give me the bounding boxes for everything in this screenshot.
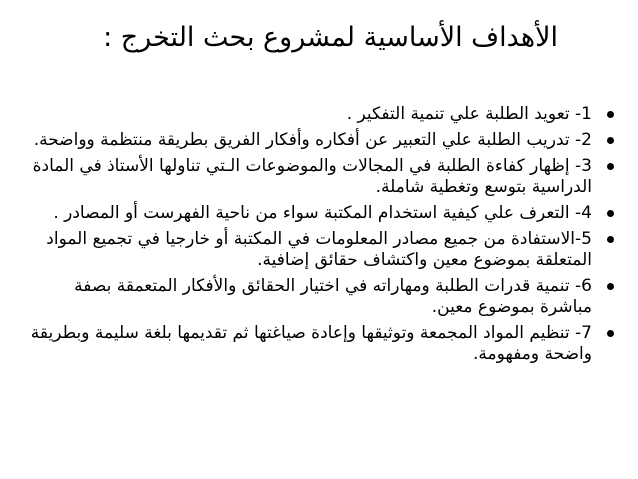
bullet-icon xyxy=(607,137,614,144)
list-item-text: 1- تعويد الطلبة علي تنمية التفكير . xyxy=(346,104,592,124)
list-item-text: 3- إظهار كفاءة الطلبة في المجالات والموضوعات الـتي تناولها الأستاذ في المادة الدراسية بتوسع وتغطية شاملة. xyxy=(32,156,592,197)
list-item xyxy=(24,229,618,271)
list-item xyxy=(24,130,618,151)
list-item xyxy=(24,323,618,365)
list-item-text: 2- تدريب الطلبة علي التعبير عن أفكاره وأفكار الفريق بطريقة منتظمة وواضحة. xyxy=(33,130,592,150)
bullet-icon xyxy=(607,111,614,118)
list-item xyxy=(24,203,618,224)
bullet-icon xyxy=(607,330,614,337)
list-item xyxy=(24,156,618,198)
bullet-icon xyxy=(607,163,614,170)
list-item xyxy=(24,104,618,125)
objectives-list xyxy=(24,104,618,370)
bullet-icon xyxy=(607,210,614,217)
bullet-icon xyxy=(607,236,614,243)
list-item-text: 5-الاستفادة من جميع مصادر المعلومات في المكتبة أو خارجيا في تجميع المواد المتعلقة بموضوع معين واكتشاف حقائق إضافية. xyxy=(46,229,592,270)
list-item-text: 7- تنظيم المواد المجمعة وتوثيقها وإعادة صياغتها ثم تقديمها بلغة سليمة وبطريقة واضحة ومفهومة. xyxy=(30,323,592,364)
list-item xyxy=(24,276,618,318)
bullet-icon xyxy=(607,283,614,290)
list-item-text: 6- تنمية قدرات الطلبة ومهاراته في اختيار الحقائق والأفكار المتعمقة بصفة مباشرة بموضوع معين. xyxy=(74,276,592,317)
slide-title: الأهداف الأساسية لمشروع بحث التخرج : xyxy=(103,22,558,53)
list-item-text: 4- التعرف علي كيفية استخدام المكتبة سواء من ناحية الفهرست أو المصادر . xyxy=(53,203,592,223)
